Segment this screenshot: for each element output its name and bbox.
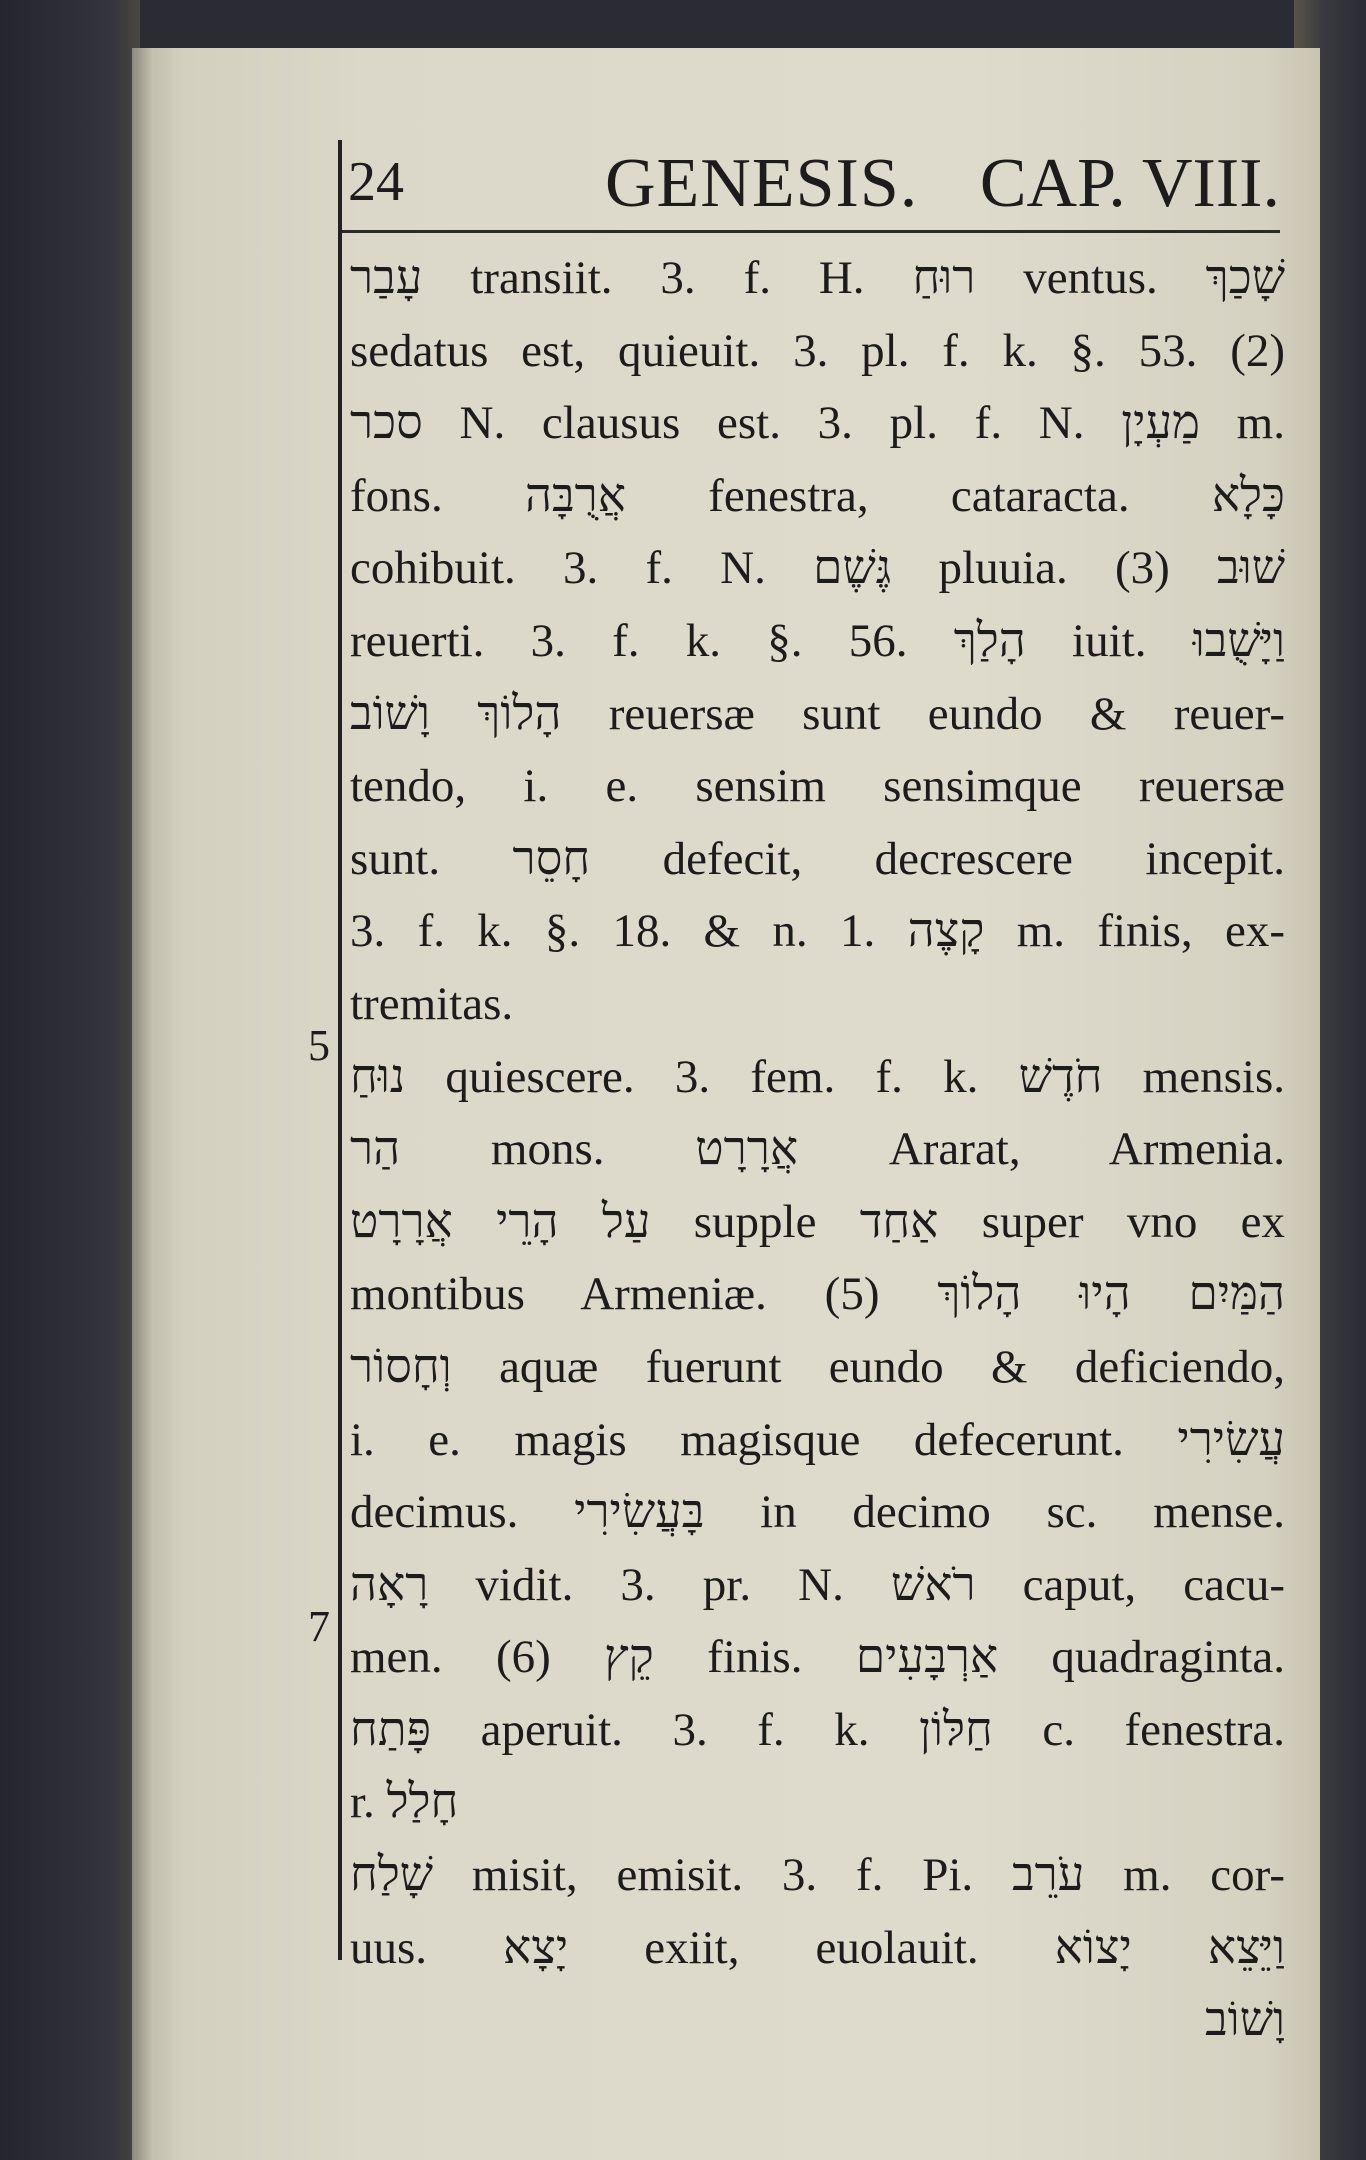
text-line: r. חָלַל <box>350 1776 459 1829</box>
text-line: עָבַר transiit. 3. f. H. רוּחַ ventus. שָׁכַךְ <box>350 252 1285 304</box>
text-line: עַל הָרֵי אֲרָרָט supple אַחַד super vno ex <box>350 1195 1285 1248</box>
header-rule <box>340 230 1280 233</box>
text-line: פָּתַח aperuit. 3. f. k. חַלּוֹן c. fenestra. <box>350 1703 1285 1756</box>
text-line: וָשׁוֹב <box>1205 1994 1285 2047</box>
text-line: sunt. חָסֵר defecit, decrescere incepit. <box>350 832 1285 885</box>
text-line: רָאָה vidit. 3. pr. N. רֹאשׁ caput, cacu- <box>350 1558 1285 1611</box>
text-line: uus. יָצָא exiit, euolauit. וַיֵּצֵא יָצוֹא <box>350 1921 1285 1974</box>
page-number: 24 <box>348 151 404 213</box>
chapter-heading: CAP. VIII. <box>979 145 1280 222</box>
text-line: fons. אֲרֻבָּה fenestra, cataracta. כָּלָא <box>350 469 1285 522</box>
text-line: וְחָסוֹר aquæ fuerunt eundo & deficiendo, <box>350 1340 1285 1393</box>
text-line: הַר mons. אֲרָרָט Ararat, Armenia. <box>350 1123 1285 1176</box>
margin-rule <box>338 140 342 1960</box>
text-line: tremitas. <box>350 977 514 1030</box>
text-body <box>350 242 1285 2057</box>
text-line: tendo, i. e. sensim sensimque reuersæ <box>350 760 1285 813</box>
text-line: decimus. בָּעֲשִׂירִי in decimo sc. mense. <box>350 1486 1285 1539</box>
background-dark <box>0 0 140 2160</box>
text-line: הָלוֹךְ וָשׁוֹב reuersæ sunt eundo & reuer- <box>350 687 1285 740</box>
running-title: GENESIS. <box>605 145 919 222</box>
page-header <box>340 140 1280 230</box>
text-line: montibus Armeniæ. (5) הַמַּיִם הָיוּ הָלוֹךְ <box>350 1268 1285 1321</box>
text-line: reuerti. 3. f. k. §. 56. הָלַךְ iuit. וַיָּשֻׁבוּ <box>350 614 1285 667</box>
text-line: נוּחַ quiescere. 3. fem. f. k. חֹדֶשׁ mensis. <box>350 1050 1285 1103</box>
verse-number: 5 <box>308 1021 330 1070</box>
page-binding-edge <box>132 48 154 2160</box>
text-line: סכר N. clausus est. 3. pl. f. N. מַעְיָן m. <box>350 397 1285 450</box>
text-line: cohibuit. 3. f. N. גֶּשֶׁם pluuia. (3) שׁוּב <box>350 542 1285 595</box>
text-line: שָׁלַח misit, emisit. 3. f. Pi. עֹרֵב m. cor- <box>350 1849 1285 1902</box>
text-line: i. e. magis magisque defecerunt. עֲשִׂירִי <box>350 1413 1285 1466</box>
text-line: 3. f. k. §. 18. & n. 1. קָצֶה m. finis, ex- <box>350 905 1285 958</box>
verse-number: 7 <box>308 1602 330 1651</box>
text-line: sedatus est, quieuit. 3. pl. f. k. §. 53. (2) <box>350 324 1285 377</box>
text-line: men. (6) קֵץ finis. אַרְבָּעִים quadraginta. <box>350 1631 1285 1684</box>
